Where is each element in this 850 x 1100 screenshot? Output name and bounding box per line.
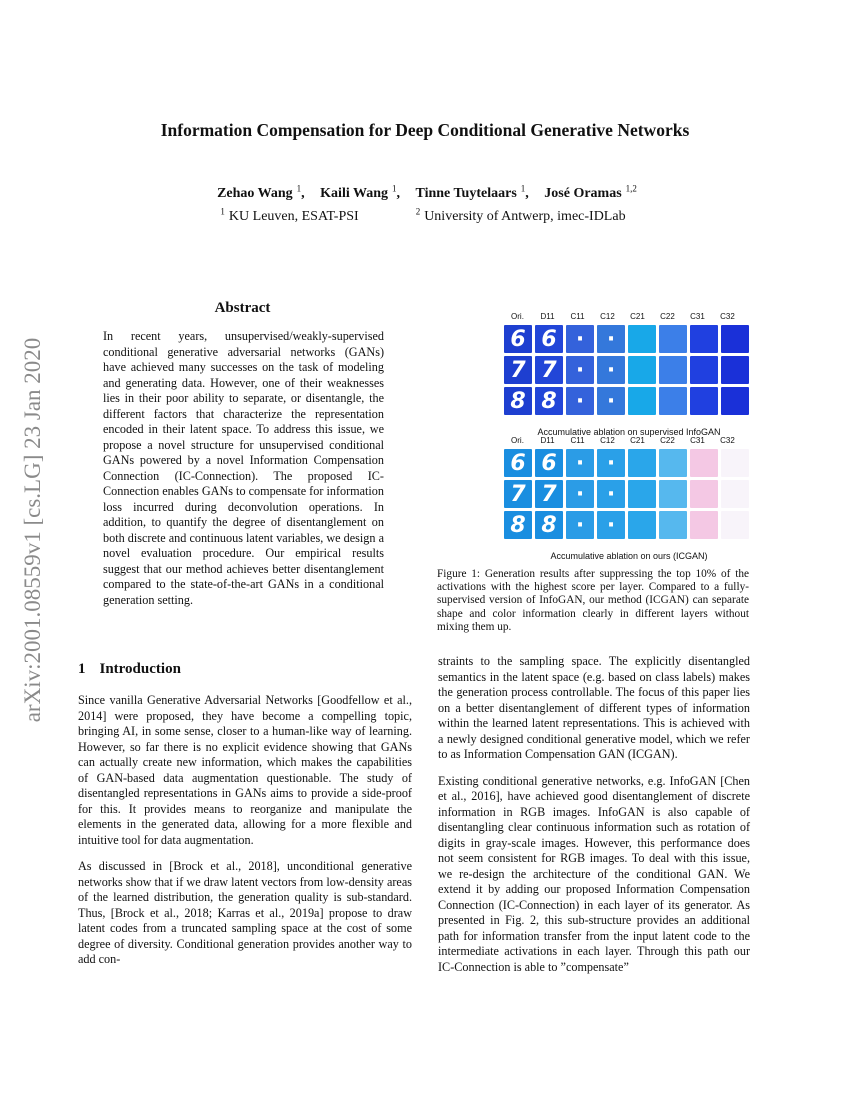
generated-sample — [690, 480, 718, 508]
abstract-heading: Abstract — [214, 300, 271, 316]
generated-sample — [690, 356, 718, 384]
generated-sample: · — [597, 387, 625, 415]
abstract-text: In recent years, unsupervised/weakly-supervised conditional generative adversarial networks (GANs) have achieved many successes on the task of modeling and generating data. However, one of their weaknesses lies in their poor ability to separate, or disentangle, the different factors that characterize the representation encoded in their latent space. To address this issue, we propose a novel structure for unsupervised conditional GANs powered by a novel Information Compensation Connection (IC-Connection). The proposed IC-Connection enables GANs to compensate for information loss incurred during deconvolution operations. In addition, to quantify the degree of disentanglement on both discrete and continuous latent variables, we design a novel evaluation procedure. Our empirical results suggest that our method achieves better disentanglement compared to the state-of-the-art GANs in a conditional generation setting. — [103, 329, 384, 607]
figure-caption-bottom: Accumulative ablation on ours (ICGAN) — [550, 551, 708, 561]
figure-column-label: C22 — [660, 436, 675, 445]
generated-sample: 6 — [504, 325, 532, 353]
generated-sample: · — [597, 511, 625, 539]
figure-grid-icgan — [504, 449, 749, 539]
paragraph: Existing conditional generative networks, e.g. InfoGAN [Chen et al., 2016], have achieved good disentanglement of discrete information in RGB images. InfoGAN is also capable of disentangling clear continuous information such as rotation of digits in gray-scale images. However, this performance does not seem consistent for RGB images. To deal with this issue, we re-design the architecture of the conditional GAN. We extend it by adding our proposed Information Compensation Connection (IC-Connection) in each layer of its generator. As presented in Fig. 2, this sub-structure provides an additional path for information transfer from the input latent code to the intermediate activations in each layer. Through this path our IC-Connection is able to ”compensate” — [438, 773, 750, 974]
author: Zehao Wang $^1$, — [217, 183, 305, 201]
figure-1 — [436, 306, 748, 561]
generated-sample — [628, 449, 656, 477]
generated-sample — [690, 387, 718, 415]
section-title: Introduction — [99, 661, 181, 677]
figure-column-label: C32 — [720, 436, 735, 445]
figure-column-label: C21 — [630, 312, 645, 321]
generated-sample: · — [597, 449, 625, 477]
generated-sample — [628, 480, 656, 508]
author: Tinne Tuytelaars $^1$, — [415, 183, 529, 201]
figure-column-labels-top — [504, 312, 744, 321]
generated-sample — [659, 511, 687, 539]
figure-caption-top: Accumulative ablation on supervised InfoGAN — [537, 427, 721, 437]
generated-sample: · — [566, 449, 594, 477]
figure-column-label: Ori. — [511, 436, 524, 445]
generated-sample: 7 — [535, 356, 563, 384]
right-column-text — [438, 654, 750, 986]
generated-sample — [659, 356, 687, 384]
generated-sample — [721, 449, 749, 477]
figure-1-caption: Figure 1: Generation results after suppressing the top 10% of the activations with the highest score per layer. Compared to a fully-supervised version of InfoGAN, our method (ICGAN) can separate shape and color information clearly in different layers without mixing them up. — [437, 568, 749, 633]
affiliation: $^1$ KU Leuven, ESAT-PSI — [220, 206, 359, 224]
generated-sample: · — [566, 356, 594, 384]
generated-sample — [721, 387, 749, 415]
generated-sample: · — [566, 325, 594, 353]
figure-grid-infogan — [504, 325, 749, 415]
figure-column-labels-bottom — [504, 436, 744, 445]
figure-column-label: C12 — [600, 436, 615, 445]
paper-title: Information Compensation for Deep Conditional Generative Networks — [160, 120, 690, 140]
generated-sample — [690, 511, 718, 539]
section-heading — [78, 661, 195, 678]
author-list — [100, 183, 750, 202]
generated-sample: · — [566, 480, 594, 508]
figure-column-label: C31 — [690, 436, 705, 445]
generated-sample: 7 — [535, 480, 563, 508]
generated-sample — [659, 449, 687, 477]
figure-column-label: C31 — [690, 312, 705, 321]
generated-sample — [721, 480, 749, 508]
generated-sample: 6 — [535, 325, 563, 353]
figure-column-label: C12 — [600, 312, 615, 321]
figure-column-label: C11 — [570, 312, 585, 321]
figure-column-label: C21 — [630, 436, 645, 445]
generated-sample — [659, 480, 687, 508]
generated-sample: 8 — [504, 387, 532, 415]
generated-sample — [659, 387, 687, 415]
author: Kaili Wang $^1$, — [320, 183, 400, 201]
generated-sample: 7 — [504, 356, 532, 384]
generated-sample: 8 — [535, 511, 563, 539]
figure-column-label: C22 — [660, 312, 675, 321]
arxiv-stamp-text: arXiv:2001.08559v1 [cs.LG] 23 Jan 2020 — [20, 337, 45, 723]
figure-column-label: C32 — [720, 312, 735, 321]
generated-sample: 6 — [504, 449, 532, 477]
generated-sample — [721, 511, 749, 539]
arxiv-stamp — [10, 300, 56, 760]
generated-sample: · — [566, 387, 594, 415]
paragraph: Since vanilla Generative Adversarial Networks [Goodfellow et al., 2014] were proposed, they have become a compelling topic, bringing AI, in some sense, closer to a human-like way of learning. However, so far there is no explicit evidence showing that GANs can actually create new information, which makes the capabilities of GAN-based data augmentation questionable. The study of disentangled representations in GANs aims to provide a side-proof for this. It provides means to reorganize and manipulate the elements in the generated data, allowing for a more flexible and intuitive tool for data augmentation. — [78, 693, 412, 847]
figure-column-label: D11 — [540, 312, 555, 321]
generated-sample: · — [597, 356, 625, 384]
figure-column-label: Ori. — [511, 312, 524, 321]
generated-sample: · — [597, 325, 625, 353]
generated-sample — [690, 325, 718, 353]
generated-sample — [721, 325, 749, 353]
figure-column-label: C11 — [570, 436, 585, 445]
generated-sample: · — [566, 511, 594, 539]
generated-sample: · — [597, 480, 625, 508]
affiliations — [100, 206, 750, 225]
generated-sample — [628, 325, 656, 353]
paragraph: As discussed in [Brock et al., 2018], unconditional generative networks show that if we draw latent vectors from low-density areas of the learned distribution, the generation quality is sub-standard. Thus, [Brock et al., 2018; Karras et al., 2019a] propose to draw latent codes from a truncated sampling space at the cost of some degree of diversity. Conditional generation provides another way to add con- — [78, 859, 412, 966]
generated-sample: 6 — [535, 449, 563, 477]
generated-sample — [628, 356, 656, 384]
generated-sample: 8 — [535, 387, 563, 415]
generated-sample — [721, 356, 749, 384]
left-column-text — [78, 693, 412, 979]
section-number: 1 — [78, 661, 86, 677]
figure-column-label: D11 — [540, 436, 555, 445]
generated-sample — [628, 387, 656, 415]
affiliation: $^2$ University of Antwerp, imec-IDLab — [415, 206, 626, 224]
generated-sample: 8 — [504, 511, 532, 539]
generated-sample — [690, 449, 718, 477]
paragraph: straints to the sampling space. The explicitly disentangled semantics in the latent space (e.g. based on class labels) makes the generation process controllable. The focus of this paper lies on a better disentanglement of different types of information within the learned latent representations. This is achieved with a newly designed conditional generative model, which we refer to as Information Compensation GAN (ICGAN). — [438, 654, 750, 761]
generated-sample: 7 — [504, 480, 532, 508]
generated-sample — [659, 325, 687, 353]
author: José Oramas $^{1,2}$ — [544, 183, 637, 201]
generated-sample — [628, 511, 656, 539]
